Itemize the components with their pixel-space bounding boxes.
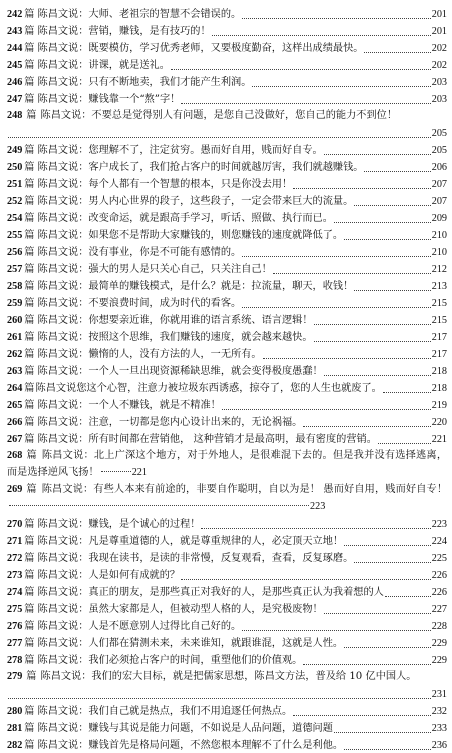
entry-page-number: 205	[431, 128, 447, 139]
entry-chapter-word: 篇	[24, 417, 35, 428]
dot-leader	[181, 103, 430, 104]
entry-page-number: 227	[431, 604, 447, 615]
toc-entry[interactable]	[7, 396, 447, 413]
entry-title: 陈昌文说：最简单的赚钱模式，是什么？就是：拉流量，聊天，收钱！	[37, 281, 354, 292]
entry-page-number: 210	[431, 230, 447, 241]
entry-page-number: 221	[431, 434, 447, 445]
entry-chapter-word: 篇	[24, 536, 35, 547]
entry-page-number: 212	[431, 264, 447, 275]
entry-title: 陈昌文说：北上广深这个地方，对于外地人，是很难混下去的。但是我并没有选择逃离，而是选择逆风飞扬！	[7, 450, 447, 478]
entry-page-number: 226	[431, 570, 447, 581]
toc-entry-multiline[interactable]	[7, 481, 447, 515]
entry-title: 陈昌文说：真正的朋友，是那些真正对我好的人，是那些真正认为我着想的人	[37, 587, 384, 598]
entry-title: 陈昌文说您这个心智，注意力被垃圾东西诱惑，掠夺了，您的人生也就废了。	[35, 383, 382, 394]
entry-page-number: 223	[310, 501, 326, 512]
dot-leader	[212, 35, 431, 36]
entry-page-number: 206	[431, 162, 447, 173]
entry-number: 271	[7, 536, 23, 547]
dot-leader	[303, 664, 430, 665]
entry-title: 陈昌文说：改变命运，就是跟高手学习，听话、照做、执行而已。	[37, 213, 333, 224]
entry-number: 276	[7, 621, 23, 632]
dot-leader	[263, 358, 431, 359]
entry-page-number: 221	[131, 467, 147, 478]
entry-title: 陈昌文说：没有事业，你是不可能有感情的。	[37, 247, 242, 258]
entry-number: 261	[7, 332, 23, 343]
toc-entry[interactable]	[7, 702, 447, 719]
entry-title: 陈昌文说：注意，一切都是您内心设计出来的，无论祸福。	[37, 417, 303, 428]
dot-leader	[383, 392, 431, 393]
entry-title: 陈昌文说：强大的男人是只关心自己，只关注自己！	[37, 264, 272, 275]
entry-chapter-word: 篇	[24, 587, 35, 598]
dot-leader	[171, 69, 431, 70]
entry-number: 249	[7, 145, 23, 156]
entry-number: 257	[7, 264, 23, 275]
dot-leader	[273, 273, 431, 274]
entry-page-number: 202	[431, 60, 447, 71]
entry-number: 254	[7, 213, 23, 224]
entry-title: 陈昌文说：凡是尊重道德的人，就是尊重规律的人，必定顶天立地！	[37, 536, 344, 547]
entry-number: 255	[7, 230, 23, 241]
entry-title: 陈昌文说：既要模仿，学习优秀老师，又要极度勤奋，这样出成绩最快。	[37, 43, 364, 54]
entry-title: 陈昌文说：不要浪费时间，成为时代的看客。	[37, 298, 242, 309]
entry-page-number: 225	[431, 553, 447, 564]
entry-chapter-word: 篇	[24, 60, 35, 71]
entry-chapter-word: 篇	[24, 145, 35, 156]
entry-chapter-word: 篇	[26, 484, 37, 495]
toc-entry[interactable]	[7, 22, 447, 39]
entry-leader-line	[7, 124, 447, 141]
entry-title: 陈昌文说：男人内心世界的段子，这些段子，一定会带来巨大的流量。	[37, 196, 354, 207]
entry-chapter-word: 篇	[24, 315, 35, 326]
entry-chapter-word: 篇	[24, 434, 35, 445]
toc-entry[interactable]	[7, 226, 447, 243]
entry-title: 陈昌文说：按照这个思维，我们赚钱的速度，就会越来越快。	[37, 332, 313, 343]
entry-page-number: 218	[431, 383, 447, 394]
entry-number: 246	[7, 77, 23, 88]
entry-page-number: 202	[431, 43, 447, 54]
entry-chapter-word: 篇	[24, 638, 35, 649]
toc-entry[interactable]	[7, 192, 447, 209]
entry-chapter-word: 篇	[24, 553, 35, 564]
toc-entry[interactable]	[7, 73, 447, 90]
dot-leader	[314, 324, 431, 325]
entry-chapter-word: 篇	[24, 281, 35, 292]
entry-page-number: 226	[431, 587, 447, 598]
toc-entry[interactable]	[7, 719, 447, 736]
entry-chapter-word: 篇	[24, 196, 35, 207]
dot-leader	[344, 239, 431, 240]
entry-number: 244	[7, 43, 23, 54]
entry-page-number: 228	[431, 621, 447, 632]
toc-entry[interactable]	[7, 345, 447, 362]
entry-page-number: 207	[431, 196, 447, 207]
toc-entry[interactable]	[7, 277, 447, 294]
entry-number: 277	[7, 638, 23, 649]
entry-number: 270	[7, 519, 23, 530]
entry-title: 陈昌文说：您理解不了，注定贫穷。愚而好自用，贱而好自专。	[37, 145, 323, 156]
entry-title: 陈昌文说：有些人本来有前途的，非要自作聪明，自以为是！ 愚而好自用，贱而好自专！	[41, 484, 447, 495]
dot-leader	[324, 375, 431, 376]
toc-entry-multiline[interactable]	[7, 668, 447, 702]
entry-number: 258	[7, 281, 23, 292]
entry-title: 陈昌文说：客户成长了，我们抢占客户的时间就越厉害，我们就越赚钱。	[37, 162, 364, 173]
entry-chapter-word: 篇	[24, 366, 35, 377]
toc-entry[interactable]	[7, 651, 447, 668]
toc-entry[interactable]	[7, 209, 447, 226]
entry-page-number: 219	[431, 400, 447, 411]
entry-page-number: 203	[431, 77, 447, 88]
dot-leader	[344, 545, 431, 546]
toc-entry[interactable]	[7, 379, 447, 396]
toc-entry[interactable]	[7, 294, 447, 311]
entry-number: 269	[7, 484, 23, 495]
dot-leader	[364, 52, 430, 53]
entry-page-number: 217	[431, 332, 447, 343]
entry-number: 262	[7, 349, 23, 360]
entry-title: 陈昌文说：如果您不是帮助大家赚钱的，则您赚钱的速度就降低了。	[37, 230, 344, 241]
entry-title: 陈昌文说：不要总是觉得别人有问题，是您自己没做好，您自己的能力不到位！	[40, 110, 398, 121]
entry-chapter-word: 篇	[24, 706, 35, 717]
dot-leader	[242, 307, 431, 308]
entry-page-number: 224	[431, 536, 447, 547]
entry-text-line	[7, 107, 447, 124]
entry-chapter-word: 篇	[24, 26, 35, 37]
entry-number: 242	[7, 9, 23, 20]
dot-leader	[8, 137, 431, 138]
entry-number: 248	[7, 110, 23, 121]
entry-chapter-word: 篇	[24, 247, 35, 258]
toc-entry[interactable]	[7, 5, 447, 22]
dot-leader	[334, 222, 431, 223]
toc-entry[interactable]	[7, 634, 447, 651]
entry-title: 陈昌文说：虽然大家都是人，但被动型人格的人，是究极废物！	[37, 604, 323, 615]
entry-chapter-word: 篇	[24, 519, 35, 530]
entry-number: 265	[7, 400, 23, 411]
entry-page-number: 205	[431, 145, 447, 156]
toc-entry[interactable]	[7, 175, 447, 192]
entry-text-block	[7, 481, 447, 515]
entry-chapter-word: 篇	[24, 162, 35, 173]
dot-leader	[364, 171, 430, 172]
dot-leader	[201, 528, 430, 529]
entry-page-number: 210	[431, 247, 447, 258]
entry-text-block	[7, 447, 447, 481]
entry-title: 陈昌文说：我现在读书，是读的非常慢，反复观看，查看，反复琢磨。	[37, 553, 354, 564]
entry-chapter-word: 篇	[24, 298, 35, 309]
entry-title: 陈昌文说：我们自己就是热点，我们不用追逐任何热点。	[37, 706, 293, 717]
entry-title: 陈昌文说：只有不断地卖，我们才能产生利润。	[37, 77, 252, 88]
entry-chapter-word: 篇	[24, 655, 35, 666]
entry-chapter-word: 篇	[24, 621, 35, 632]
entry-page-number: 215	[431, 298, 447, 309]
entry-page-number: 236	[431, 740, 447, 751]
entry-number: 282	[7, 740, 23, 751]
dot-leader	[293, 188, 431, 189]
entry-title: 陈昌文说：赚钱与其说是能力问题，不如说是人品问题，道德问题	[37, 723, 333, 734]
entry-page-number: 232	[431, 706, 447, 717]
entry-page-number: 229	[431, 638, 447, 649]
toc-entry[interactable]	[7, 617, 447, 634]
toc-entry[interactable]	[7, 515, 447, 532]
entry-chapter-word: 篇	[24, 9, 35, 20]
entry-title: 陈昌文说：我们的宏大目标，就是把儒家思想，陈昌文方法，普及给 10 亿中国人。	[40, 671, 417, 682]
entry-page-number: 203	[431, 94, 447, 105]
toc-entry[interactable]	[7, 413, 447, 430]
entry-number: 273	[7, 570, 23, 581]
entry-chapter-word: 篇	[24, 94, 35, 105]
entry-page-number: 218	[431, 366, 447, 377]
toc-entry[interactable]	[7, 430, 447, 447]
entry-title: 陈昌文说：一个人一旦出现资源稀缺思维，就会变得极度愚蠢！	[37, 366, 323, 377]
entry-page-number: 223	[431, 519, 447, 530]
toc-entry[interactable]	[7, 566, 447, 583]
entry-number: 279	[7, 671, 23, 682]
entry-chapter-word: 篇	[24, 43, 35, 54]
dot-leader	[324, 154, 431, 155]
entry-page-number: 201	[431, 9, 447, 20]
entry-number: 267	[7, 434, 23, 445]
entry-page-number: 213	[431, 281, 447, 292]
toc-entry[interactable]	[7, 600, 447, 617]
entry-number: 251	[7, 179, 23, 190]
entry-number: 272	[7, 553, 23, 564]
entry-title: 陈昌文说：懒惰的人，没有方法的人，一无所有。	[37, 349, 262, 360]
entry-number: 274	[7, 587, 23, 598]
toc-entry[interactable]	[7, 56, 447, 73]
entry-page-number: 229	[431, 655, 447, 666]
entry-number: 280	[7, 706, 23, 717]
entry-title: 陈昌文说：你想要亲近谁，你就用谁的语言系统、语言逻辑！	[37, 315, 313, 326]
entry-page-number: 220	[431, 417, 447, 428]
toc-entry[interactable]	[7, 311, 447, 328]
entry-title: 陈昌文说：人们都在猜测未来，未来谁知，就跟谁混，这就是人性。	[37, 638, 344, 649]
entry-title: 陈昌文说：赚钱靠一个“熬”字！	[37, 94, 181, 105]
entry-text-line	[7, 668, 447, 685]
entry-page-number: 201	[431, 26, 447, 37]
dot-leader	[242, 256, 431, 257]
entry-number: 264	[7, 383, 23, 394]
entry-number: 275	[7, 604, 23, 615]
entry-page-number: 231	[431, 689, 447, 700]
dot-leader	[324, 613, 431, 614]
entry-chapter-word: 篇	[26, 671, 37, 682]
entry-page-number: 215	[431, 315, 447, 326]
entry-chapter-word: 篇	[24, 77, 35, 88]
dot-leader	[354, 562, 430, 563]
entry-number: 252	[7, 196, 23, 207]
toc-entry-multiline[interactable]	[7, 107, 447, 141]
entry-number: 266	[7, 417, 23, 428]
entry-number: 259	[7, 298, 23, 309]
entry-number: 263	[7, 366, 23, 377]
entry-chapter-word: 篇	[24, 349, 35, 360]
entry-page-number: 217	[431, 349, 447, 360]
entry-title: 陈昌文说：赚钱，是个诚心的过程！	[37, 519, 201, 530]
entry-title: 陈昌文说：一个人不赚钱，就是不精准！	[37, 400, 221, 411]
entry-title: 陈昌文说：大师、老祖宗的智慧不会错误的。	[37, 9, 242, 20]
entry-chapter-word: 篇	[24, 213, 35, 224]
dot-leader	[181, 579, 431, 580]
entry-page-number: 233	[431, 723, 447, 734]
entry-chapter-word: 篇	[24, 400, 35, 411]
entry-number: 260	[7, 315, 23, 326]
entry-title: 陈昌文说：赚钱首先是格局问题，不然您根本理解不了什么是利他。	[37, 740, 344, 751]
entry-chapter-word: 篇	[26, 450, 37, 461]
toc-entry[interactable]	[7, 90, 447, 107]
entry-number: 256	[7, 247, 23, 258]
dot-leader	[222, 409, 431, 410]
entry-chapter-word: 篇	[26, 110, 37, 121]
entry-number: 278	[7, 655, 23, 666]
dot-leader	[354, 290, 430, 291]
toc-entry[interactable]	[7, 549, 447, 566]
dot-leader	[344, 647, 431, 648]
entry-title: 陈昌文说：人是如何有成就的？	[37, 570, 181, 581]
dot-leader	[101, 471, 131, 472]
entry-title: 陈昌文说：营销，赚钱，是有技巧的！	[37, 26, 211, 37]
toc-entry[interactable]	[7, 583, 447, 600]
dot-leader	[8, 698, 431, 699]
toc-entry[interactable]	[7, 328, 447, 345]
dot-leader	[242, 630, 431, 631]
dot-leader	[344, 749, 431, 750]
entry-title: 陈昌文说：每个人都有一个智慧的根本，只是你没去用！	[37, 179, 293, 190]
entry-leader-line	[7, 685, 447, 702]
toc-entry[interactable]	[7, 532, 447, 549]
toc-entry-multiline[interactable]	[7, 447, 447, 481]
toc-entry[interactable]	[7, 243, 447, 260]
dot-leader	[303, 426, 430, 427]
entry-number: 250	[7, 162, 23, 173]
entry-page-number: 209	[431, 213, 447, 224]
dot-leader	[354, 205, 430, 206]
entry-chapter-word: 篇	[24, 264, 35, 275]
dot-leader	[242, 18, 431, 19]
toc-entry[interactable]	[7, 362, 447, 379]
entry-title: 陈昌文说：所有时间都在营销他， 这种营销才是最高明，最有密度的营销。	[37, 434, 377, 445]
dot-leader	[378, 443, 431, 444]
dot-leader	[293, 715, 431, 716]
entry-chapter-word: 篇	[24, 230, 35, 241]
entry-title: 陈昌文说：我们必须抢占客户的时间，重塑他们的价值观。	[37, 655, 303, 666]
entry-chapter-word: 篇	[24, 723, 35, 734]
toc-entry[interactable]	[7, 260, 447, 277]
entry-number: 281	[7, 723, 23, 734]
entry-page-number: 207	[431, 179, 447, 190]
toc-entry[interactable]	[7, 158, 447, 175]
entry-title: 陈昌文说：讲课，就是送礼。	[37, 60, 170, 71]
entry-chapter-word: 篇	[24, 332, 35, 343]
entry-number: 268	[7, 450, 23, 461]
dot-leader	[385, 596, 431, 597]
dot-leader	[314, 341, 431, 342]
entry-chapter-word: 篇	[24, 604, 35, 615]
entry-chapter-word: 篇	[24, 383, 35, 394]
entry-chapter-word: 篇	[24, 570, 35, 581]
toc-entry[interactable]	[7, 39, 447, 56]
table-of-contents	[7, 5, 447, 753]
dot-leader	[334, 732, 431, 733]
dot-leader	[9, 505, 309, 506]
entry-chapter-word: 篇	[24, 179, 35, 190]
entry-title: 陈昌文说：人是不愿意别人过得比自己好的。	[37, 621, 242, 632]
entry-number: 243	[7, 26, 23, 37]
toc-entry[interactable]	[7, 736, 447, 753]
entry-chapter-word: 篇	[24, 740, 35, 751]
dot-leader	[252, 86, 430, 87]
entry-number: 247	[7, 94, 23, 105]
entry-number: 245	[7, 60, 23, 71]
toc-entry[interactable]	[7, 141, 447, 158]
